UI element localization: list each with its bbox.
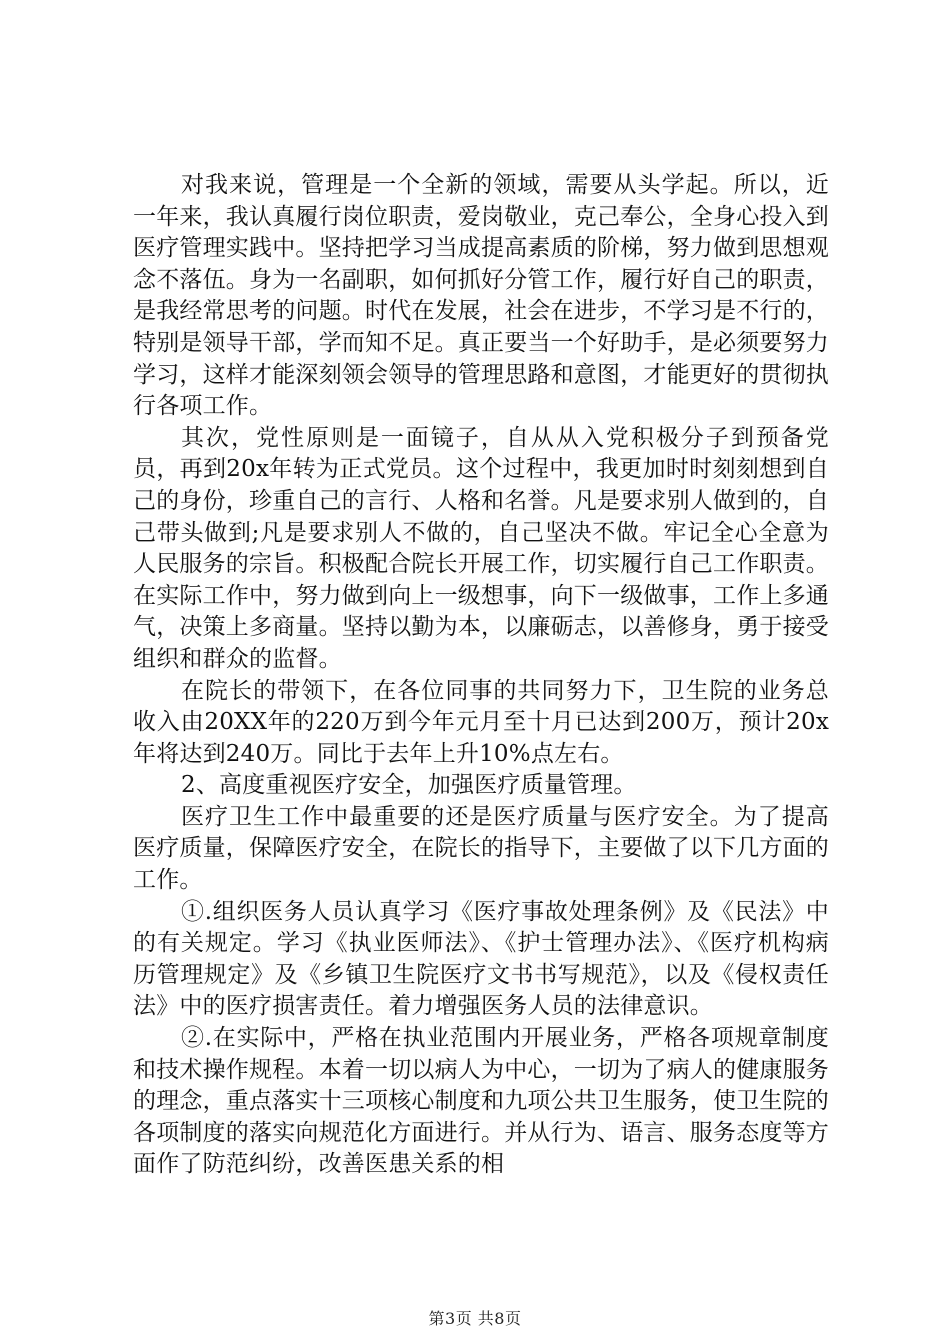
paragraph-item-2-practice: ②.在实际中，严格在执业范围内开展业务，严格各项规章制度和技术操作规程。本着一切以病人为中心，一切为了病人的健康服务的理念，重点落实十三项核心制度和九项公共卫生服务，使卫生院的各项制度的落实向规范化方面进行。并从行为、语言、服务态度等方面作了防范纠纷，改善医患关系的相 xyxy=(133,1025,829,1178)
paragraph-item-1-legal-study: ①.组织医务人员认真学习《医疗事故处理条例》及《民法》中的有关规定。学习《执业医师法》、《护士管理办法》、《医疗机构病历管理规定》及《乡镇卫生院医疗文书书写规范》，以及《侵权责任法》中的医疗损害责任。着力增强医务人员的法律意识。 xyxy=(133,898,829,1020)
paragraph-learning: 对我来说，管理是一个全新的领域，需要从头学起。所以，近一年来，我认真履行岗位职责，爱岗敬业，克己奉公，全身心投入到医疗管理实践中。坚持把学习当成提高素质的阶梯，努力做到思想观念不落伍。身为一名副职，如何抓好分管工作，履行好自己的职责，是我经常思考的问题。时代在发展，社会在进步，不学习是不行的，特别是领导干部，学而知不足。真正要当一个好助手，是必须要努力学习，这样才能深刻领会领导的管理思路和意图，才能更好的贯彻执行各项工作。 xyxy=(133,172,829,420)
paragraph-medical-quality-intro: 医疗卫生工作中最重要的还是医疗质量与医疗安全。为了提高医疗质量，保障医疗安全，在院长的指导下，主要做了以下几方面的工作。 xyxy=(133,803,829,894)
paragraph-revenue: 在院长的带领下，在各位同事的共同努力下，卫生院的业务总收入由20XX年的220万到今年元月至十月已达到200万，预计20x年将达到240万。同比于去年上升10%点左右。 xyxy=(133,677,829,767)
page-number-footer: 第3页 共8页 xyxy=(428,1309,522,1328)
section-heading-medical-safety: 2、高度重视医疗安全，加强医疗质量管理。 xyxy=(181,772,637,799)
document-body xyxy=(133,170,829,1181)
paragraph-party-principle: 其次，党性原则是一面镜子，自从从入党积极分子到预备党员，再到20x年转为正式党员。这个过程中，我更加时时刻刻想到自己的身份，珍重自己的言行、人格和名誉。凡是要求别人做到的，自己带头做到;凡是要求别人不做的，自己坚决不做。牢记全心全意为人民服务的宗旨。积极配合院长开展工作，切实履行自己工作职责。在实际工作中，努力做到向上一级想事，向下一级做事，工作上多通气，决策上多商量。坚持以勤为本，以廉砺志，以善修身，勇于接受组织和群众的监督。 xyxy=(133,424,829,672)
